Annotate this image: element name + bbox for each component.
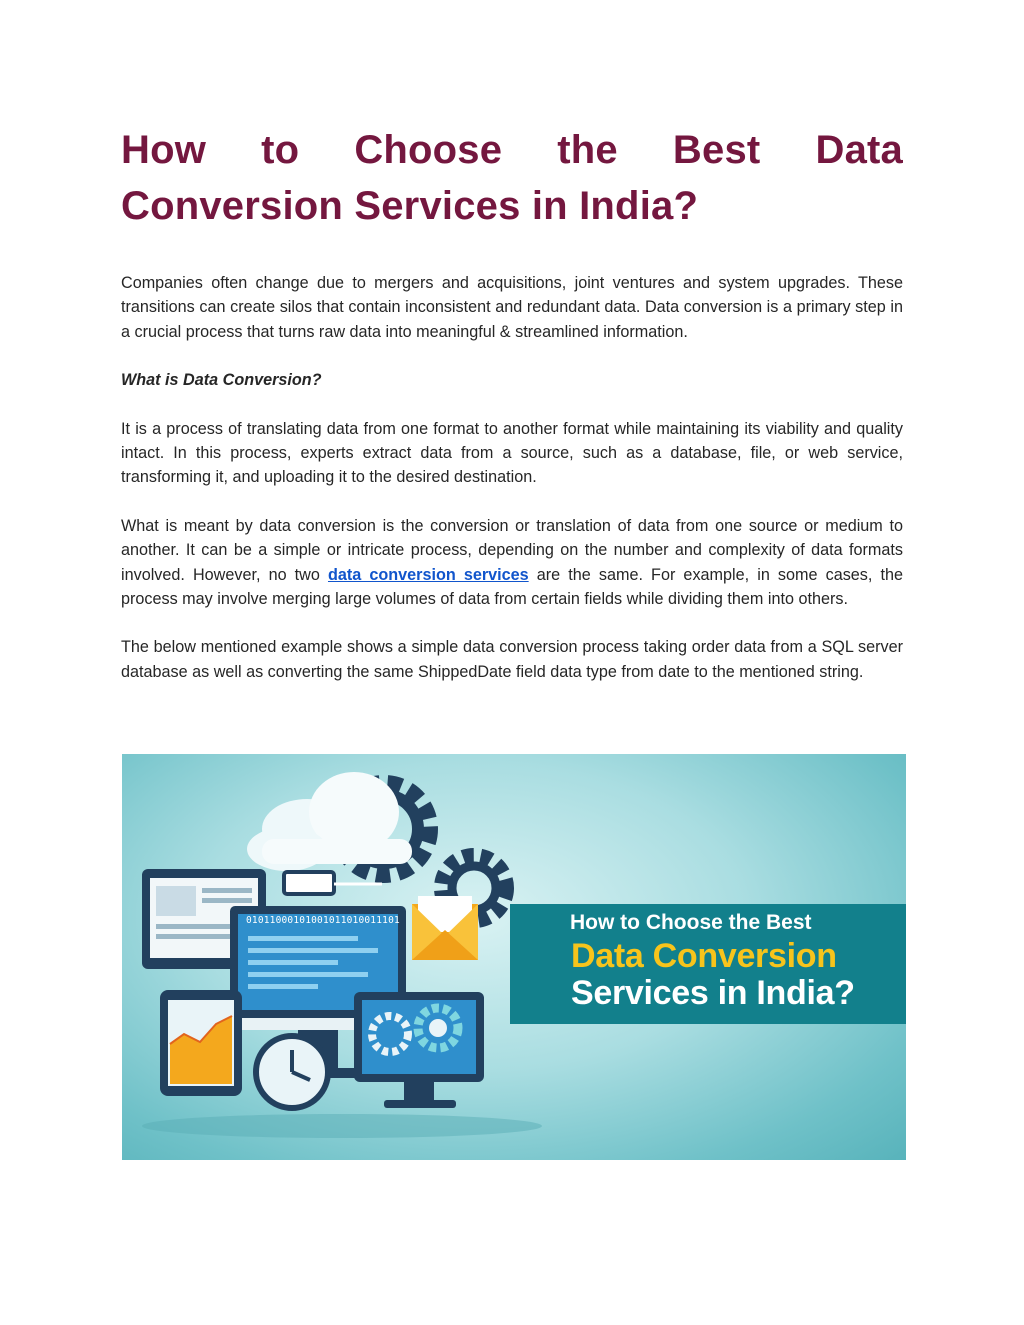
hero-illustration (122, 754, 906, 1160)
binary-code-text: 01011000101001011010011101 (246, 915, 400, 926)
data-conversion-services-link[interactable]: data conversion services (327, 565, 529, 584)
banner-title-line-3: Services in India? (571, 974, 855, 1012)
meaning-text-start: What is meant by data conversion is the conversion or translation of data from one source or medium to another. It can be a simple or intricate process, depending on the number and complexity of data formats involved. However, no two (121, 516, 903, 584)
page-title-line-2: Conversion Services in India? (121, 184, 699, 228)
intro-paragraph: Companies often change due to mergers and acquisitions, joint ventures and system upgrades. These transitions can create silos that contain inconsistent and redundant data. Data conversion is a primary step in a crucial process that turns raw data into meaningful & streamlined information. (121, 274, 903, 341)
banner-title-line-2: Data Conversion (571, 937, 837, 975)
meaning-paragraph (121, 514, 903, 612)
envelope-icon (412, 896, 478, 960)
cloud-icon (247, 772, 412, 871)
tablet-chart-icon (160, 990, 242, 1096)
article-body (121, 122, 903, 684)
monitor-icon (354, 992, 484, 1108)
label-box (284, 872, 334, 894)
clock-icon (256, 1036, 328, 1108)
definition-paragraph: It is a process of translating data from one format to another format while maintaining its viability and quality intact. In this process, experts extract data from a source, such as a database, file, or web service, transforming it, and uploading it to the desired destination. (121, 419, 903, 487)
banner-title-line-1: How to Choose the Best (570, 911, 812, 934)
page-title (121, 122, 903, 234)
shadow-shape (142, 1114, 542, 1138)
page-title-line-1: How to Choose the Best Data (121, 128, 903, 172)
section-subheading: What is Data Conversion? (121, 371, 322, 390)
meaning-text-end: are the same. For example, in some cases, the process may involve merging large volumes of data from certain fields while dividing them into others. (121, 565, 904, 609)
example-paragraph: The below mentioned example shows a simple data conversion process taking order data from a SQL server database as well as converting the same ShippedDate field data type from date to the mentioned string. (121, 638, 903, 681)
